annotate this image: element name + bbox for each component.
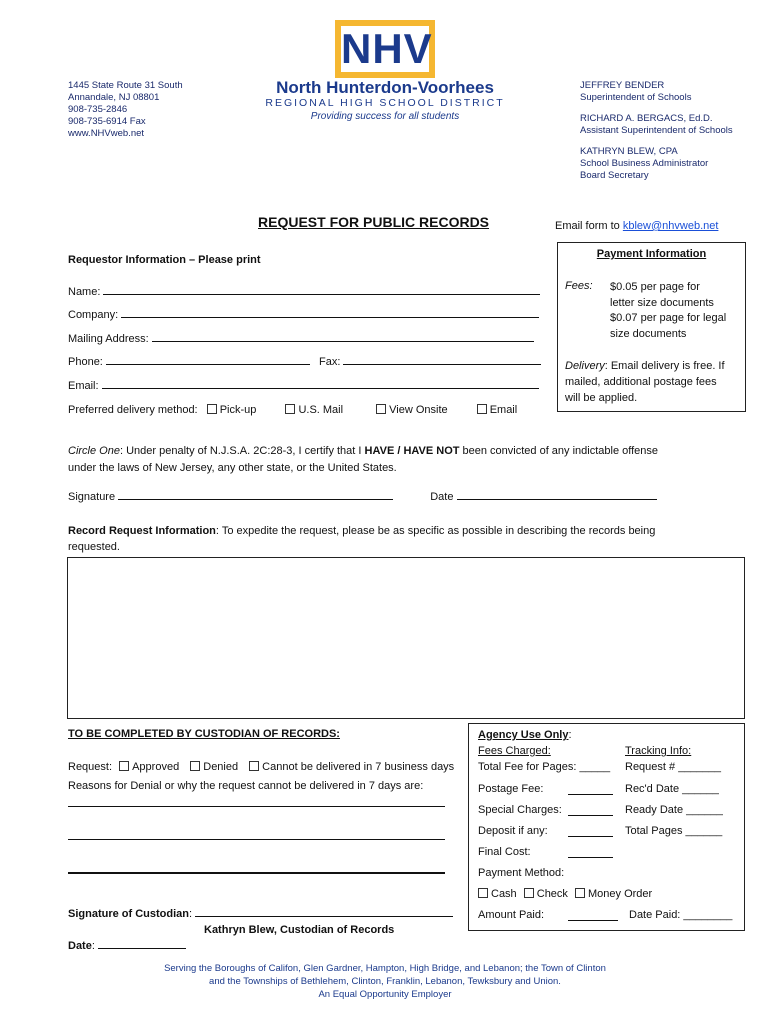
payment-method-label: Payment Method: bbox=[478, 867, 565, 879]
checkbox[interactable] bbox=[207, 404, 217, 414]
option-approved[interactable]: Approved bbox=[119, 761, 179, 773]
fax-field[interactable] bbox=[343, 364, 541, 365]
agency-heading: Agency Use Only bbox=[478, 729, 569, 741]
delivery-option-mail[interactable]: U.S. Mail bbox=[285, 404, 343, 416]
name-field[interactable] bbox=[103, 294, 540, 295]
checkbox[interactable] bbox=[575, 888, 585, 898]
custodian-signature-row: Signature of Custodian: bbox=[68, 908, 453, 920]
staff-name: RICHARD A. BERGACS, Ed.D. bbox=[580, 113, 713, 124]
amount-paid-field[interactable] bbox=[568, 920, 618, 921]
method-money-order[interactable]: Money Order bbox=[575, 888, 652, 900]
checkbox[interactable] bbox=[524, 888, 534, 898]
district-subtitle: REGIONAL HIGH SCHOOL DISTRICT bbox=[265, 97, 505, 109]
custodian-date-field[interactable] bbox=[98, 948, 186, 949]
mailing-row: Mailing Address: bbox=[68, 333, 534, 345]
delivery-method-row: Preferred delivery method: Pick-up U.S. Mail View Onsite Email bbox=[68, 404, 518, 416]
custodian-signature-field[interactable] bbox=[195, 916, 453, 917]
agency-row: Total Fee for Pages: _____ bbox=[478, 761, 611, 773]
postage-fee-field[interactable] bbox=[568, 794, 613, 795]
payment-info-box: Payment Information Fees: $0.05 per page for letter size documents $0.07 per page for legal size documents Delivery: Email delivery is free. If mailed, additional postage fees will be applied. bbox=[557, 242, 746, 412]
signature-row: Signature Date bbox=[68, 491, 657, 503]
custodian-name: Kathryn Blew, Custodian of Records bbox=[204, 924, 395, 936]
custodian-date-row: Date: bbox=[68, 940, 186, 952]
custodian-request-row: Request: Approved Denied Cannot be delivered in 7 business days bbox=[68, 761, 455, 773]
method-check[interactable]: Check bbox=[524, 888, 568, 900]
payment-heading: Payment Information bbox=[596, 248, 707, 260]
phone-field[interactable] bbox=[106, 364, 310, 365]
reasons-line[interactable] bbox=[68, 806, 445, 807]
agency-row: Total Pages ______ bbox=[625, 825, 723, 837]
record-request-textarea[interactable] bbox=[67, 557, 745, 719]
certification-text: Circle One: Under penalty of N.J.S.A. 2C:28-3, I certify that I HAVE / HAVE NOT been convicted of any indictable offense under the laws of New Jersey, any other state, or the United States. bbox=[68, 445, 659, 474]
agency-row: Deposit if any: bbox=[478, 825, 548, 837]
checkbox[interactable] bbox=[249, 761, 259, 771]
method-cash[interactable]: Cash bbox=[478, 888, 517, 900]
requestor-heading: Requestor Information – Please print bbox=[68, 254, 261, 266]
delivery-option-onsite[interactable]: View Onsite bbox=[376, 404, 448, 416]
form-title: REQUEST FOR PUBLIC RECORDS bbox=[258, 214, 490, 230]
email-row: Email: bbox=[68, 380, 539, 392]
special-charges-field[interactable] bbox=[568, 815, 613, 816]
option-denied[interactable]: Denied bbox=[190, 761, 238, 773]
reasons-label: Reasons for Denial or why the request cannot be delivered in 7 days are: bbox=[68, 780, 424, 792]
staff-block: JEFFREY BENDER Superintendent of Schools RICHARD A. BERGACS, Ed.D. Assistant Superintendent of Schools KATHRYN BLEW, CPA School Business Administrator Board Secretary bbox=[580, 80, 733, 181]
have-have-not[interactable]: HAVE / HAVE NOT bbox=[364, 445, 460, 457]
checkbox[interactable] bbox=[285, 404, 295, 414]
staff-name: JEFFREY BENDER bbox=[580, 80, 665, 91]
mailing-address-field[interactable] bbox=[152, 341, 534, 342]
delivery-option-email[interactable]: Email bbox=[477, 404, 518, 416]
reasons-line[interactable] bbox=[68, 839, 445, 840]
name-row: Name: bbox=[68, 286, 540, 298]
checkbox[interactable] bbox=[376, 404, 386, 414]
district-address: 1445 State Route 31 South Annandale, NJ 08801 908-735-2846 908-735-6914 Fax www.NHVweb.net bbox=[68, 80, 183, 139]
checkbox[interactable] bbox=[478, 888, 488, 898]
agency-row: Special Charges: bbox=[478, 804, 562, 816]
email-instruction: Email form to kblew@nhvweb.net bbox=[555, 220, 719, 232]
final-cost-field[interactable] bbox=[568, 857, 613, 858]
agency-row: Postage Fee: bbox=[478, 783, 544, 795]
email-link[interactable]: kblew@nhvweb.net bbox=[622, 220, 719, 232]
record-request-instructions: Record Request Information: To expedite the request, please be as specific as possible in describing the records being requested. bbox=[68, 525, 656, 553]
agency-row: Rec'd Date ______ bbox=[625, 783, 719, 795]
email-field[interactable] bbox=[102, 388, 539, 389]
agency-row: Final Cost: bbox=[478, 846, 531, 858]
checkbox[interactable] bbox=[477, 404, 487, 414]
delivery-option-pickup[interactable]: Pick-up bbox=[207, 404, 257, 416]
nhv-logo: NHV bbox=[335, 20, 435, 78]
option-cannot-deliver[interactable]: Cannot be delivered in 7 business days bbox=[249, 761, 454, 773]
fee-rates: $0.05 per page for letter size documents $0.07 per page for legal size documents bbox=[610, 281, 727, 340]
delivery-note: Delivery: Email delivery is free. If mailed, additional postage fees will be applied. bbox=[565, 360, 725, 404]
agency-use-box: Agency Use Only: Fees Charged: Tracking Info: Total Fee for Pages: _____ Request # _______ Postage Fee: Rec'd Date ______ Special Charges: Ready Date ______ Deposit if any: Total Pages ______ Final Cost: Payment Method: Cash Check Money Order Amount Paid: Date Paid: ________ bbox=[468, 723, 745, 931]
date-field[interactable] bbox=[457, 499, 657, 500]
checkbox[interactable] bbox=[190, 761, 200, 771]
custodian-heading: TO BE COMPLETED BY CUSTODIAN OF RECORDS: bbox=[68, 728, 340, 740]
agency-row: Request # _______ bbox=[625, 761, 722, 773]
agency-row: Ready Date ______ bbox=[625, 804, 723, 816]
signature-field[interactable] bbox=[118, 499, 393, 500]
company-field[interactable] bbox=[121, 317, 539, 318]
deposit-field[interactable] bbox=[568, 836, 613, 837]
staff-name: KATHRYN BLEW, CPA bbox=[580, 146, 678, 157]
company-row: Company: bbox=[68, 309, 539, 321]
checkbox[interactable] bbox=[119, 761, 129, 771]
phone-fax-row: Phone: Fax: bbox=[68, 356, 541, 368]
district-name: North Hunterdon-Voorhees bbox=[276, 78, 494, 97]
footer: Serving the Boroughs of Califon, Glen Gardner, Hampton, High Bridge, and Lebanon; the Town of Clinton and the Townships of Bethlehem, Clinton, Franklin, Lebanon, Tewksbury and Union. An Equal Opportunity Employer bbox=[164, 963, 606, 1000]
payment-method-options bbox=[478, 888, 652, 900]
district-tagline: Providing success for all students bbox=[310, 111, 460, 122]
reasons-line[interactable] bbox=[68, 872, 445, 874]
